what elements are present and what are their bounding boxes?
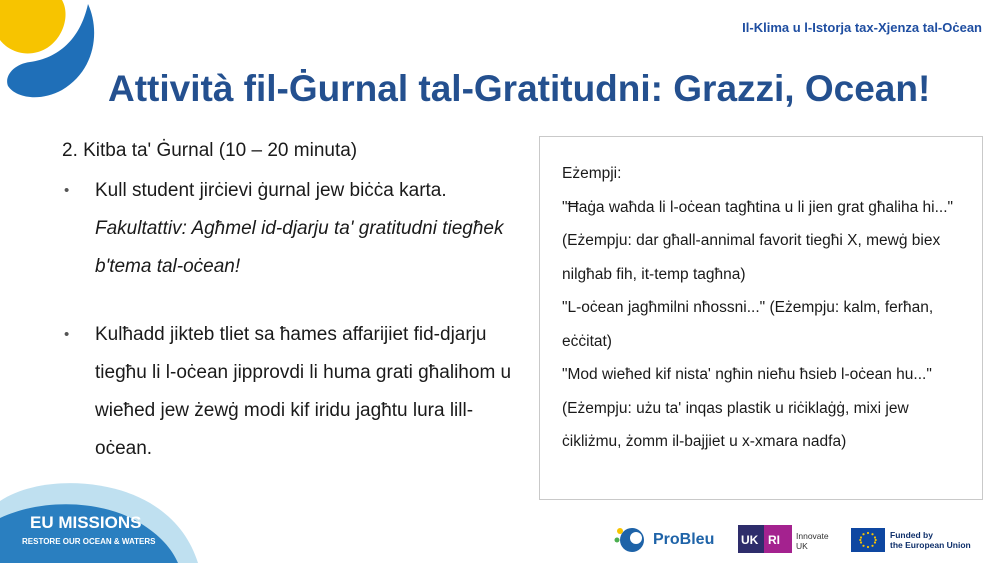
bullet-item <box>62 172 522 286</box>
ukri-logo-icon <box>738 525 792 553</box>
bullet-italic-text: Fakultattiv: Agħmel id-djarju ta' gratitudni tiegħek b'tema tal-oċean! <box>95 218 504 277</box>
funded-line: Funded by <box>890 530 933 540</box>
header-subtitle: Il-Klima u l-Istorja tax-Xjenza tal-Oċean <box>742 20 982 35</box>
example-item: "Mod wieħed kif nista' ngħin nieħu ħsieb l-oċean hu..." (Eżempju: użu ta' inqas plastik u riċiklaġġ, mixi jew ċikliżmu, żomm il-bajjiet u x-xmara nadfa) <box>562 366 932 450</box>
eu-flag-icon <box>851 528 885 552</box>
funded-line: the European Union <box>890 540 971 550</box>
innovate-line: Innovate <box>796 531 829 541</box>
bullet-icon: • <box>64 326 70 343</box>
examples-heading: Eżempji: <box>562 165 622 182</box>
innovate-uk-label <box>796 531 829 551</box>
step-heading: 2. Kitba ta' Ġurnal (10 – 20 minuta) <box>62 140 358 161</box>
innovate-line: UK <box>796 541 808 551</box>
bullet-icon: • <box>64 182 70 199</box>
bullet-item <box>62 316 522 468</box>
eu-missions-label: EU MISSIONS <box>30 513 142 532</box>
examples-box <box>539 136 983 500</box>
probleu-label: ProBleu <box>653 531 715 548</box>
example-item: "Ħaġa waħda li l-oċean tagħtina u li jien grat għaliha hi..." (Eżempju: dar għall-annimal favorit tiegħi X, mewġ biex nilgħab fih, it-temp tagħna) <box>562 198 953 283</box>
eu-missions-sub: RESTORE OUR OCEAN & WATERS <box>22 537 156 546</box>
probleu-logo-icon <box>614 526 650 554</box>
instructions-column <box>62 140 522 468</box>
bullet-text: Kull student jirċievi ġurnal jew biċċa karta. <box>95 180 447 201</box>
example-item: "L-oċean jagħmilni nħossni..." (Eżempju: kalm, ferħan, eċċitat) <box>562 299 934 350</box>
bullet-text: Kulħadd jikteb tliet sa ħames affarijiet fid-djarju tiegħu li l-oċean jipprovdi li huma grati għalihom u wieħed jew żewġ modi kif iridu jagħtu lura lill-oċean. <box>95 324 512 459</box>
svg-text:RI: RI <box>768 533 780 547</box>
page-title: Attività fil-Ġurnal tal-Gratitudni: Grazzi, Ocean! <box>108 68 931 109</box>
funded-by-eu-label <box>890 530 971 550</box>
ocean-logo-icon <box>0 0 100 100</box>
svg-text:UK: UK <box>741 533 759 547</box>
